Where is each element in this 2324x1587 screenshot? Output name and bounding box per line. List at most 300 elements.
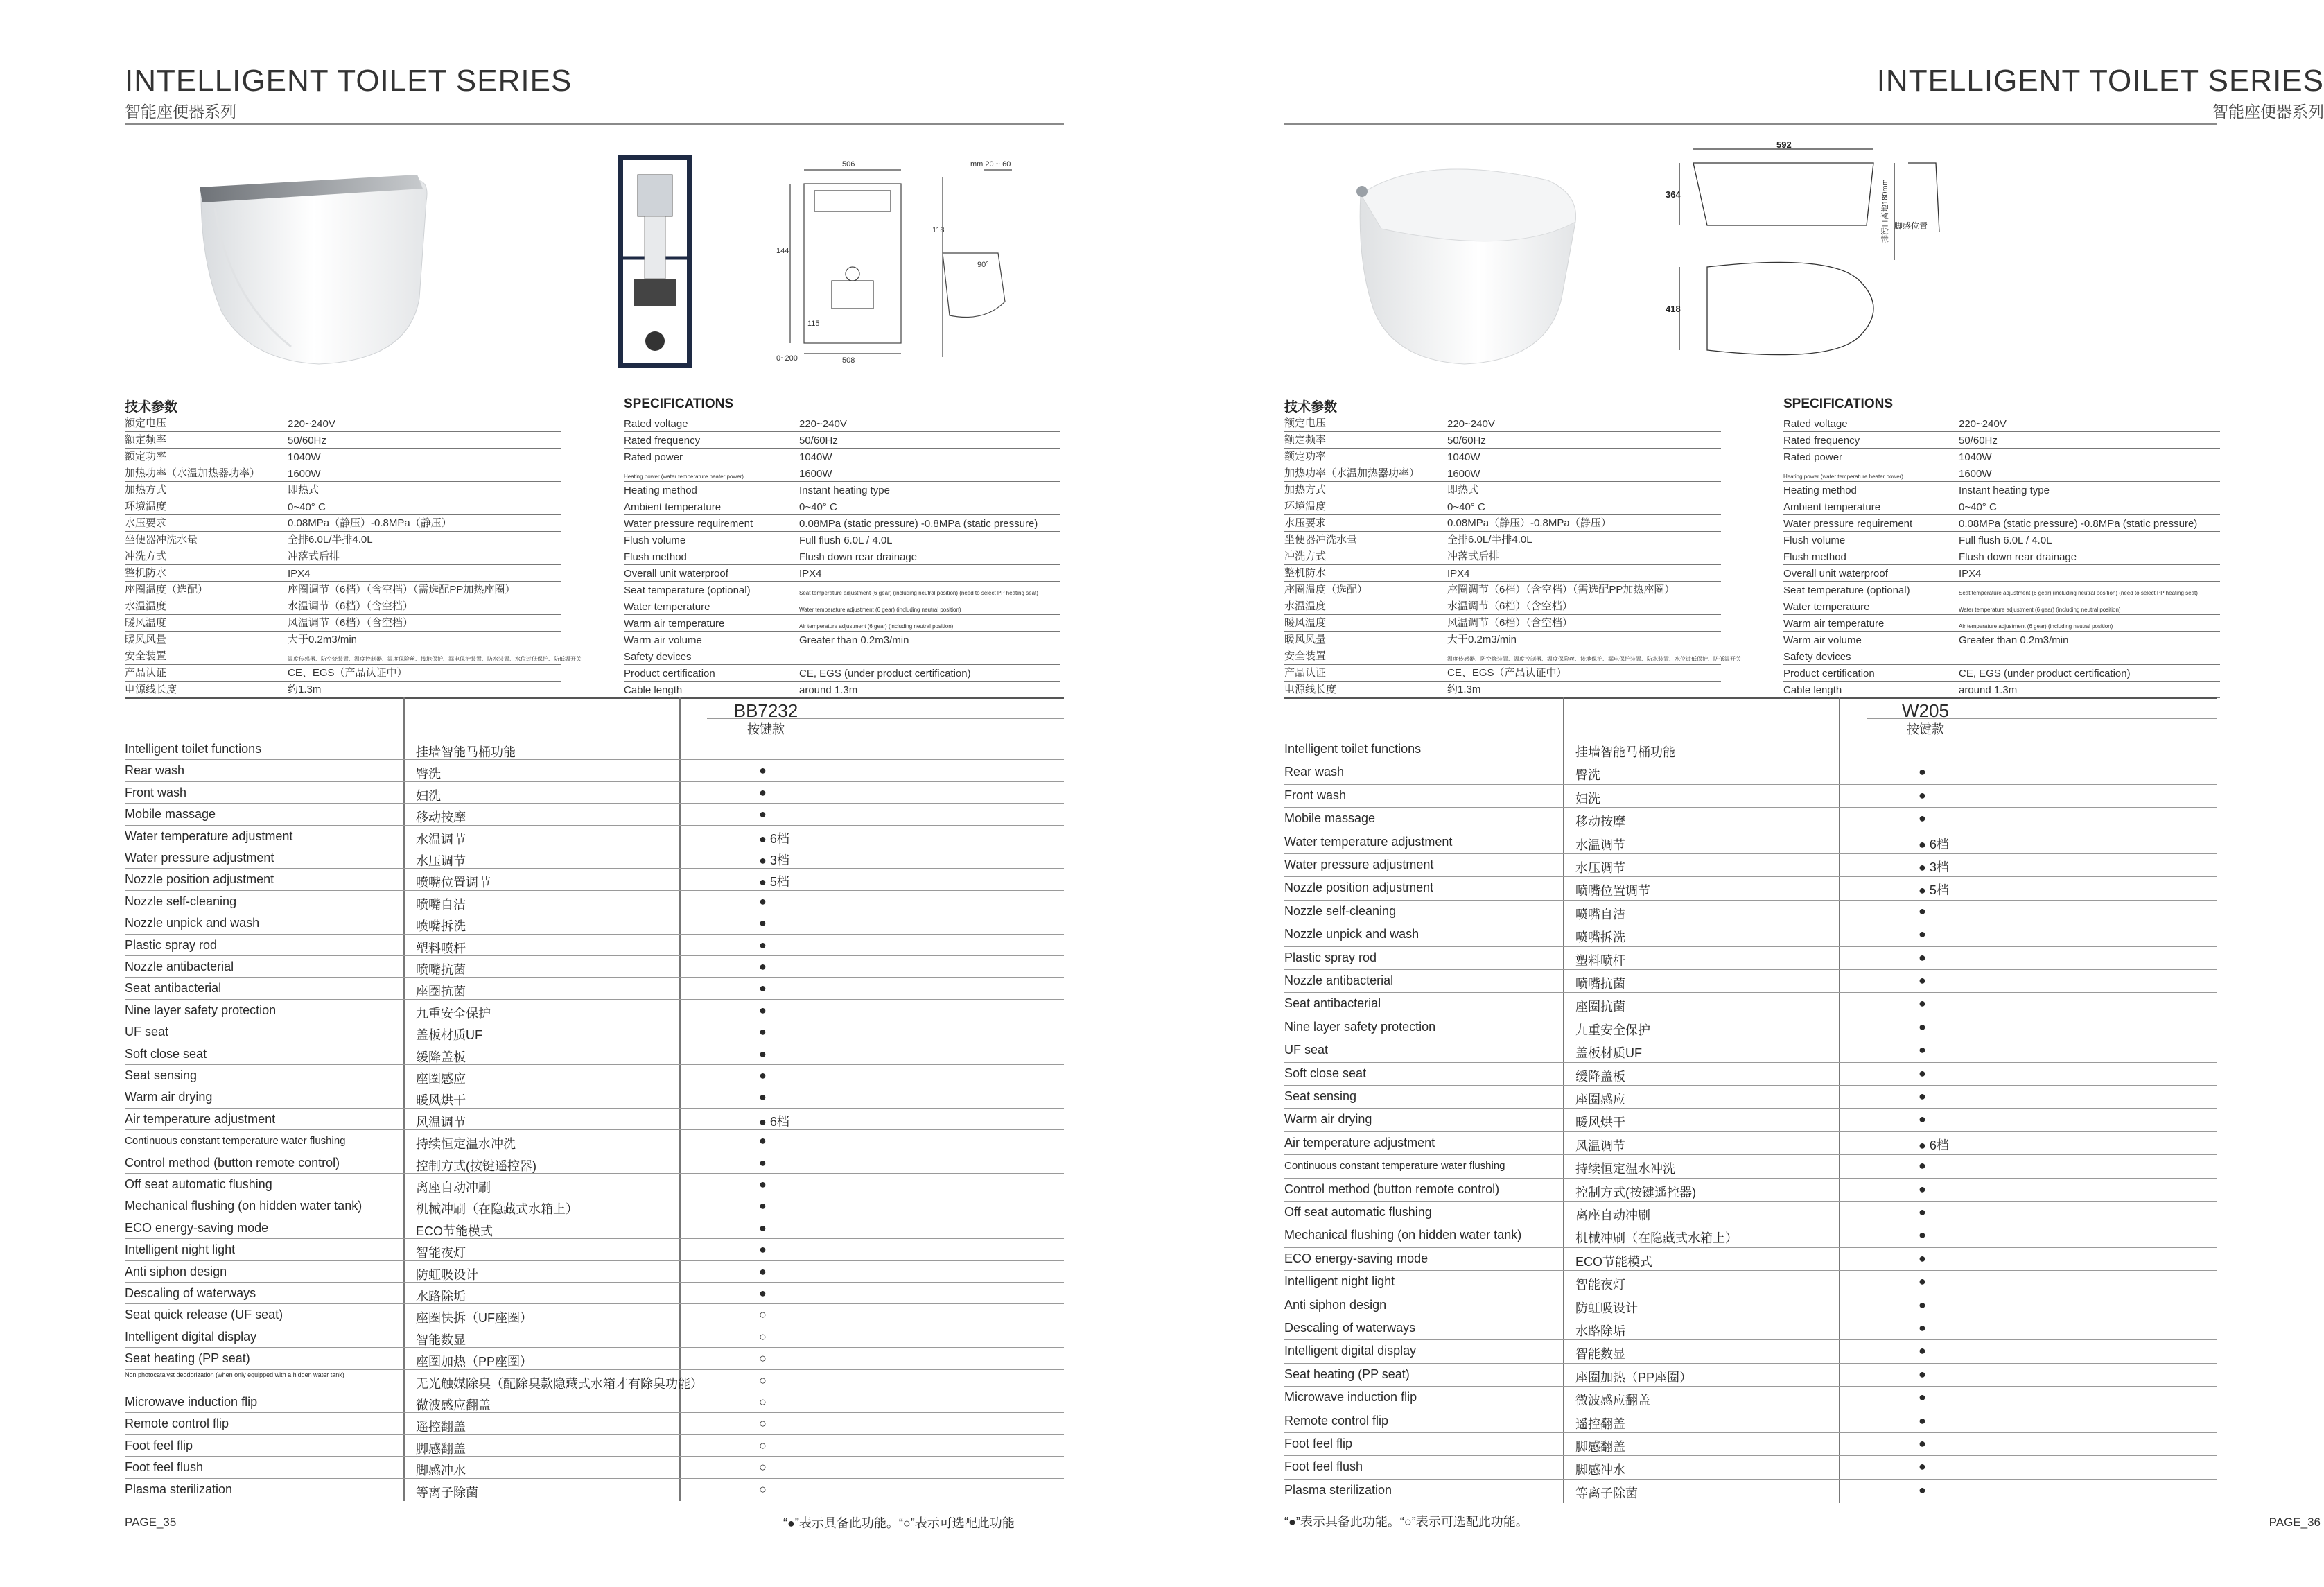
feature-name-en: Intelligent digital display	[1284, 1344, 1417, 1358]
feature-name-en: Anti siphon design	[125, 1264, 227, 1278]
feature-mark: ●	[1919, 1159, 1926, 1173]
spec-row-en	[624, 465, 1060, 482]
feature-name-en: Front wash	[1284, 788, 1347, 802]
feature-mark: ●	[1919, 1205, 1926, 1219]
feature-mark: ●	[1919, 996, 1926, 1011]
legend-note: “●”表示具备此功能。“○”表示可选配此功能。	[1284, 1515, 1528, 1529]
spec-value: 0~40° C	[799, 501, 837, 513]
table-row	[125, 977, 1064, 978]
spec-row-cn	[1284, 664, 1721, 682]
spec-key: 额定频率	[125, 434, 167, 446]
feature-name-en: Off seat automatic flushing	[125, 1177, 272, 1191]
feature-mark: ●	[759, 1134, 767, 1148]
spec-row-en	[624, 498, 1060, 515]
feature-name-en: Seat sensing	[1284, 1089, 1357, 1103]
feature-name-en: UF seat	[125, 1025, 169, 1039]
spec-value: Water temperature adjustment (6 gear) (including neutral position)	[1959, 607, 2121, 613]
spec-row-en	[1783, 581, 2220, 598]
feature-mark: ●	[1919, 1181, 1926, 1196]
feature-mark: ●	[759, 1199, 767, 1213]
spec-key: Cable length	[624, 684, 683, 696]
spec-value: 1040W	[799, 451, 832, 463]
feature-name-cn: 移动按摩	[416, 810, 466, 825]
feature-name-en: Air temperature adjustment	[1284, 1135, 1435, 1150]
feature-name-cn: 脚感翻盖	[416, 1441, 466, 1456]
feature-name-cn: 暖风烘干	[416, 1093, 466, 1108]
feature-name-cn: 喷嘴自洁	[1575, 907, 1625, 921]
spec-value: 约1.3m	[288, 684, 322, 695]
feature-name-cn: 脚感冲水	[1575, 1463, 1625, 1477]
spec-key: 冲洗方式	[125, 550, 167, 562]
spec-key: 额定功率	[125, 451, 167, 462]
table-row	[1284, 1363, 2217, 1364]
spec-key: Overall unit waterproof	[1783, 568, 1888, 580]
feature-mark: ● 6档	[759, 1114, 789, 1129]
model-divider	[1867, 718, 2217, 719]
table-row	[125, 1064, 1064, 1065]
feature-name-en: Plasma sterilization	[125, 1482, 233, 1496]
spec-row-en	[1783, 598, 2220, 615]
spec-key: 环境温度	[1284, 501, 1327, 512]
spec-key: Heating method	[1783, 485, 1857, 496]
feature-name-en: Off seat automatic flushing	[1284, 1205, 1432, 1219]
spec-value: CE、EGS（产品认证中）	[1447, 667, 1567, 679]
spec-key: Flush volume	[1783, 535, 1846, 546]
feature-name-cn: 臀洗	[1575, 768, 1600, 783]
spec-key: Overall unit waterproof	[624, 568, 728, 580]
table-row	[1284, 1178, 2217, 1179]
spec-row-cn	[125, 498, 561, 515]
feature-mark: ○	[759, 1460, 767, 1475]
feature-name-en: Mobile massage	[125, 807, 216, 822]
table-row	[1284, 853, 2217, 854]
feature-name-cn: 等离子除菌	[416, 1485, 478, 1500]
feature-name-cn: 水路除垢	[1575, 1324, 1625, 1338]
spec-row-cn	[1284, 481, 1721, 498]
feature-name-en: Remote control flip	[125, 1416, 229, 1431]
feature-name-cn: 水压调节	[416, 854, 466, 868]
spec-key: Warm air temperature	[624, 618, 725, 630]
feature-name-cn: 水路除垢	[416, 1290, 466, 1303]
table-row	[1284, 1455, 2217, 1456]
feature-mark: ●	[1919, 1043, 1926, 1057]
spec-heading-en: SPECIFICATIONS	[624, 397, 733, 411]
spec-key: Seat temperature (optional)	[1783, 584, 1910, 596]
spec-value: Instant heating type	[1959, 485, 2050, 496]
feature-name-en: ECO energy-saving mode	[125, 1220, 269, 1235]
spec-row-en	[624, 581, 1060, 598]
feature-mark: ● 6档	[759, 831, 789, 846]
spec-row-cn	[1284, 514, 1721, 532]
feature-name-en: ECO energy-saving mode	[1284, 1251, 1429, 1265]
spec-value: around 1.3m	[1959, 684, 2018, 696]
feature-name-cn: 脚感冲水	[416, 1464, 466, 1478]
spec-row-cn	[1284, 465, 1721, 482]
feature-mark: ● 3档	[759, 853, 789, 867]
spec-key: Ambient temperature	[1783, 501, 1881, 513]
spec-row-en	[1783, 648, 2220, 665]
feature-name-en: Control method (button remote control)	[125, 1155, 340, 1170]
spec-value: Seat temperature adjustment (6 gear) (including neutral position) (need to select PP heating seat)	[799, 590, 1038, 596]
spec-key: Ambient temperature	[624, 501, 722, 513]
feature-mark: ●	[759, 1090, 767, 1104]
feature-name-en: Nozzle antibacterial	[1284, 973, 1394, 987]
spec-row-cn	[125, 564, 561, 582]
spec-key: Rated frequency	[1783, 435, 1860, 446]
feature-name-cn: 盖板材质UF	[1575, 1046, 1642, 1061]
spec-key: 加热功率（水温加热器功率）	[1284, 467, 1420, 479]
table-row	[1284, 1339, 2217, 1340]
spec-key: Heating power (water temperature heater power)	[1783, 474, 1903, 480]
feature-mark: ●	[759, 1003, 767, 1017]
feature-name-cn: 无光触媒除臭（配除臭款隐藏式水箱才有除臭功能）	[416, 1376, 703, 1391]
feature-name-en: Control method (button remote control)	[1284, 1181, 1500, 1196]
spec-value: 0.08MPa (static pressure) -0.8MPa (static pressure)	[799, 518, 1038, 530]
feature-mark: ●	[1919, 1367, 1926, 1381]
spec-row-en	[1783, 681, 2220, 698]
table-row	[1284, 1247, 2217, 1248]
spec-row-cn	[1284, 498, 1721, 515]
table-row	[1284, 1432, 2217, 1433]
feature-name-cn: 座圈加热（PP座圈）	[416, 1355, 533, 1369]
table-row	[125, 955, 1064, 956]
header-divider	[1284, 123, 2217, 125]
feature-name-cn: 座圈感应	[416, 1072, 466, 1086]
feature-mark: ○	[759, 1482, 767, 1496]
feature-name-cn: 喷嘴抗菌	[1575, 977, 1625, 991]
feature-mark: ●	[1919, 973, 1926, 987]
table-row	[1284, 1386, 2217, 1387]
model-name: W205	[1902, 700, 1949, 721]
feature-mark: ○	[759, 1395, 767, 1409]
spec-key: 安全装置	[1284, 650, 1327, 662]
spec-value: 冲落式后排	[288, 550, 340, 562]
spec-value: Full flush 6.0L / 4.0L	[1959, 535, 2052, 546]
feature-name-en: Rear wash	[1284, 765, 1345, 779]
feature-name-en: Intelligent night light	[125, 1242, 236, 1257]
feature-name-en: Descaling of waterways	[1284, 1321, 1416, 1335]
spec-key: Product certification	[1783, 668, 1875, 679]
feature-mark: ●	[759, 1242, 767, 1257]
spec-row-cn	[125, 598, 561, 615]
spec-key: 暖风温度	[125, 617, 167, 629]
spec-value: 50/60Hz	[288, 435, 326, 446]
feature-mark: ●	[1919, 1437, 1926, 1450]
spec-key: 加热功率（水温加热器功率）	[125, 467, 261, 479]
feature-name-en: Foot feel flush	[1284, 1459, 1363, 1474]
table-row	[1284, 992, 2217, 993]
spec-value: 大于0.2m3/min	[1447, 634, 1517, 645]
spec-key: Water pressure requirement	[624, 518, 753, 530]
dim-144: 144	[776, 247, 789, 255]
feature-name-en: Seat quick release (UF seat)	[125, 1308, 283, 1322]
dim-mm: mm 20 ~ 60	[970, 160, 1011, 168]
spec-row-cn	[125, 448, 561, 465]
spec-value: 1600W	[288, 468, 321, 480]
spec-row-en	[624, 564, 1060, 582]
spec-row-cn	[125, 548, 561, 565]
series-subtitle: 智能座便器系列	[125, 103, 236, 121]
spec-key: 水压要求	[1284, 517, 1327, 529]
feature-name-cn: 微波感应翻盖	[416, 1398, 491, 1412]
feature-name-cn: 座圈感应	[1575, 1093, 1625, 1107]
feature-name-cn: 智能夜灯	[1575, 1278, 1625, 1292]
feature-name-cn: ECO节能模式	[1575, 1254, 1653, 1269]
spec-row-en	[1783, 564, 2220, 582]
spec-value: IPX4	[1959, 568, 1982, 580]
spec-row-en	[1783, 531, 2220, 548]
spec-value: CE、EGS（产品认证中）	[288, 667, 408, 679]
feature-name-en: Intelligent night light	[1284, 1274, 1395, 1289]
table-row	[125, 868, 1064, 869]
dim-0-200: 0~200	[776, 354, 798, 363]
spec-key: 暖风温度	[1284, 617, 1327, 629]
dim-90: 90°	[977, 261, 989, 269]
feature-mark: ○	[759, 1308, 767, 1322]
feature-mark: ○	[759, 1373, 767, 1387]
feature-mark: ●	[1919, 765, 1926, 779]
spec-key: Water pressure requirement	[1783, 518, 1913, 530]
feature-name-cn: 脚感翻盖	[1575, 1440, 1625, 1454]
spec-row-en	[624, 531, 1060, 548]
feature-name-cn: 暖风烘干	[1575, 1116, 1625, 1130]
table-row	[125, 1282, 1064, 1283]
table-row	[125, 1412, 1064, 1413]
spec-value: 座圈调节（6档）（含空档）（需选配PP加热座圈）	[288, 584, 516, 596]
spec-key: 座圈温度（选配）	[1284, 584, 1368, 596]
series-subtitle: 智能座便器系列	[2212, 103, 2324, 121]
spec-row-en	[1783, 514, 2220, 532]
spec-row-cn	[125, 648, 582, 665]
spec-key: 安全装置	[125, 650, 167, 662]
feature-name-cn: 防虹吸设计	[416, 1267, 478, 1282]
feature-name-cn: 喷嘴位置调节	[1575, 884, 1650, 899]
table-row	[1284, 784, 2217, 785]
table-row	[1284, 1108, 2217, 1109]
legend-note: “●”表示具备此功能。“○”表示可选配此功能	[783, 1516, 1015, 1530]
table-row	[125, 803, 1064, 804]
spec-value: 温度传感器、防空烧装置、温度控制器、温度保险丝、接地保护、漏电保护装置、防水装置、水位过低保护、防低温开关	[288, 656, 582, 662]
spec-value: 水温调节（6档）（含空档）	[288, 600, 413, 612]
feature-name-cn: 等离子除菌	[1575, 1486, 1638, 1500]
feature-mark: ●	[759, 1025, 767, 1039]
feature-name-cn: 控制方式(按键遥控器)	[1575, 1185, 1696, 1199]
feature-name-cn: 盖板材质UF	[416, 1028, 482, 1043]
feature-mark: ●	[1919, 927, 1926, 942]
feature-name-cn: 遥控翻盖	[1575, 1416, 1625, 1431]
feature-name-en: Air temperature adjustment	[125, 1111, 276, 1126]
table-row	[125, 890, 1064, 891]
technical-drawing	[776, 156, 1026, 364]
table-top-line	[125, 697, 1064, 699]
feature-name-cn: 妇洗	[416, 788, 441, 803]
spec-row-cn	[1284, 631, 1721, 648]
feature-name-cn: 智能数显	[1575, 1347, 1625, 1362]
feature-name-en: Seat heating (PP seat)	[125, 1351, 250, 1366]
feature-mark: ●	[1919, 1482, 1926, 1497]
spec-row-en	[624, 481, 1060, 498]
table-row	[1284, 946, 2217, 947]
spec-key: 座圈温度（选配）	[125, 584, 209, 596]
spec-value: 温度传感器、防空烧装置、温度控制器、温度保险丝、接地保护、漏电保护装置、防水装置、水位过低保护、防低温开关	[1447, 656, 1741, 662]
feature-name-cn: 遥控翻盖	[416, 1420, 466, 1434]
feature-name-cn: 离座自动冲刷	[1575, 1208, 1650, 1222]
page-35	[0, 0, 1067, 1587]
column-divider	[1839, 697, 1840, 1503]
spec-key: 坐便器冲洗水量	[125, 534, 198, 546]
spec-row-cn	[125, 581, 561, 598]
feature-mark: ●	[759, 1068, 767, 1082]
spec-row-en	[624, 514, 1060, 532]
feature-mark: ○	[759, 1329, 767, 1344]
feature-name-en: UF seat	[1284, 1043, 1329, 1057]
spec-row-en	[624, 664, 1060, 682]
spec-value: Flush down rear drainage	[1959, 551, 2077, 563]
feature-mark: ○	[759, 1438, 767, 1452]
dim-364: 364	[1666, 189, 1681, 200]
spec-value: CE, EGS (under product certification)	[1959, 668, 2131, 679]
model-type: 按键款	[1907, 722, 1944, 736]
feature-mark: ●	[759, 1264, 767, 1278]
model-type: 按键款	[747, 722, 785, 736]
spec-value: 全排6.0L/半排4.0L	[1447, 534, 1532, 546]
feature-name-en: Microwave induction flip	[1284, 1390, 1417, 1405]
dim-592: 592	[1776, 142, 1792, 150]
feature-name-cn: 风温调节	[416, 1115, 466, 1129]
feature-name-cn: 喷嘴自洁	[416, 897, 466, 912]
spec-key: 暖风风量	[1284, 634, 1327, 645]
spec-row-cn	[1284, 531, 1721, 548]
feature-name-cn: 机械冲刷（在隐藏式水箱上）	[416, 1202, 578, 1217]
spec-key: 水温温度	[125, 600, 167, 612]
feature-name-en: Seat heating (PP seat)	[1284, 1367, 1410, 1381]
spec-value: 全排6.0L/半排4.0L	[288, 534, 373, 546]
spec-value: 50/60Hz	[1447, 435, 1486, 446]
feature-mark: ●	[1919, 1251, 1926, 1265]
spec-key: Cable length	[1783, 684, 1842, 696]
feature-name-en: Soft close seat	[125, 1046, 207, 1061]
feature-mark: ●	[1919, 1228, 1926, 1242]
spec-value: 1600W	[799, 468, 832, 480]
feature-name-en: Rear wash	[125, 763, 185, 778]
feature-name-en: Remote control flip	[1284, 1413, 1389, 1428]
spec-key: 加热方式	[1284, 484, 1327, 496]
spec-key: Flush method	[624, 551, 687, 563]
frame-image	[617, 154, 693, 369]
feature-name-cn: 控制方式(按键遥控器)	[416, 1159, 536, 1173]
feature-name-cn: 风温调节	[1575, 1138, 1625, 1153]
feature-name-cn: 移动按摩	[1575, 815, 1625, 829]
table-row	[1284, 1062, 2217, 1063]
feature-name-en: Nozzle unpick and wash	[1284, 927, 1419, 942]
feature-mark: ○	[759, 1416, 767, 1431]
spec-value: 220~240V	[799, 418, 847, 430]
feature-name-en: Nozzle antibacterial	[125, 960, 234, 973]
spec-row-cn	[1284, 564, 1721, 582]
dim-508: 508	[842, 356, 855, 364]
spec-row-en	[1783, 631, 2220, 648]
spec-heading-cn: 技术参数	[1284, 400, 1338, 415]
table-row	[125, 759, 1064, 760]
spec-row-en	[1783, 614, 2220, 632]
spec-key: Rated voltage	[1783, 418, 1848, 430]
spec-value: 0~40° C	[288, 501, 326, 513]
feature-name-en: Nozzle position adjustment	[1284, 881, 1434, 895]
spec-row-cn	[125, 531, 561, 548]
table-row	[125, 934, 1064, 935]
spec-key: Flush volume	[624, 535, 686, 546]
spec-key: Safety devices	[1783, 651, 1851, 663]
feature-mark: ● 6档	[1919, 1138, 1949, 1152]
spec-key: 额定频率	[1284, 434, 1327, 446]
table-row	[1284, 807, 2217, 808]
spec-value: Water temperature adjustment (6 gear) (including neutral position)	[799, 607, 961, 613]
feature-name-cn: 喷嘴位置调节	[416, 876, 491, 890]
spec-key: Water temperature	[624, 601, 710, 613]
spec-key: Flush method	[1783, 551, 1846, 563]
feature-name-en: Foot feel flip	[1284, 1437, 1353, 1450]
spec-key: 整机防水	[125, 567, 167, 579]
spec-value: 1600W	[1959, 468, 1992, 480]
feature-mark: ●	[1919, 1413, 1926, 1428]
feature-mark: ●	[759, 807, 767, 822]
spec-row-en	[1783, 431, 2220, 449]
feature-name-cn: 座圈抗菌	[416, 985, 466, 999]
table-row	[125, 999, 1064, 1000]
feature-name-en: Nine layer safety protection	[125, 1003, 277, 1017]
feature-mark: ●	[1919, 903, 1926, 918]
feature-name-cn: 水压调节	[1575, 861, 1625, 875]
spec-row-cn	[1284, 614, 1721, 632]
feature-name-en: Microwave induction flip	[125, 1395, 258, 1409]
feature-name-en: Foot feel flip	[125, 1438, 193, 1452]
spec-row-cn	[1284, 598, 1721, 615]
spec-row-en	[1783, 415, 2220, 432]
feature-mark: ●	[759, 763, 767, 778]
spec-value: CE, EGS (under product certification)	[799, 668, 971, 679]
table-top-line	[1284, 697, 2217, 699]
feature-mark: ●	[1919, 1089, 1926, 1103]
feature-name-en: Warm air drying	[1284, 1112, 1372, 1127]
spec-value: 220~240V	[288, 418, 335, 430]
feature-mark: ●	[759, 981, 767, 996]
spec-row-cn	[125, 465, 561, 482]
feature-mark: ●	[759, 1286, 767, 1300]
feature-name-cn: 座圈加热（PP座圈）	[1575, 1370, 1693, 1385]
table-row	[125, 1347, 1064, 1348]
feature-mark: ●	[759, 960, 767, 973]
feature-name-cn: 塑料喷杆	[1575, 953, 1625, 968]
feature-mark: ●	[1919, 1274, 1926, 1289]
spec-key: 冲洗方式	[1284, 550, 1327, 562]
feature-name-cn: 缓降盖板	[1575, 1069, 1625, 1084]
spec-value: 0.08MPa（静压）-0.8MPa（静压）	[1447, 517, 1611, 529]
spec-value: 水温调节（6档）（含空档）	[1447, 600, 1573, 612]
spec-value: IPX4	[288, 568, 311, 580]
spec-value: 0.08MPa（静压）-0.8MPa（静压）	[288, 517, 452, 529]
table-row	[1284, 1131, 2217, 1132]
feature-name-cn: 挂墙智能马桶功能	[1575, 745, 1675, 759]
feature-name-en: Non photocatalyst deodorization (when only equipped with a hidden water tank)	[125, 1371, 344, 1378]
feature-name-en: Seat antibacterial	[1284, 996, 1381, 1011]
spec-key: 产品认证	[1284, 667, 1327, 679]
feature-name-cn: 座圈抗菌	[1575, 1000, 1625, 1014]
feature-mark: ● 5档	[1919, 883, 1949, 898]
spec-row-cn	[125, 431, 561, 449]
feature-name-cn: ECO节能模式	[416, 1224, 493, 1238]
feature-name-cn: 九重安全保护	[1575, 1023, 1650, 1037]
spec-key: 坐便器冲洗水量	[1284, 534, 1358, 546]
